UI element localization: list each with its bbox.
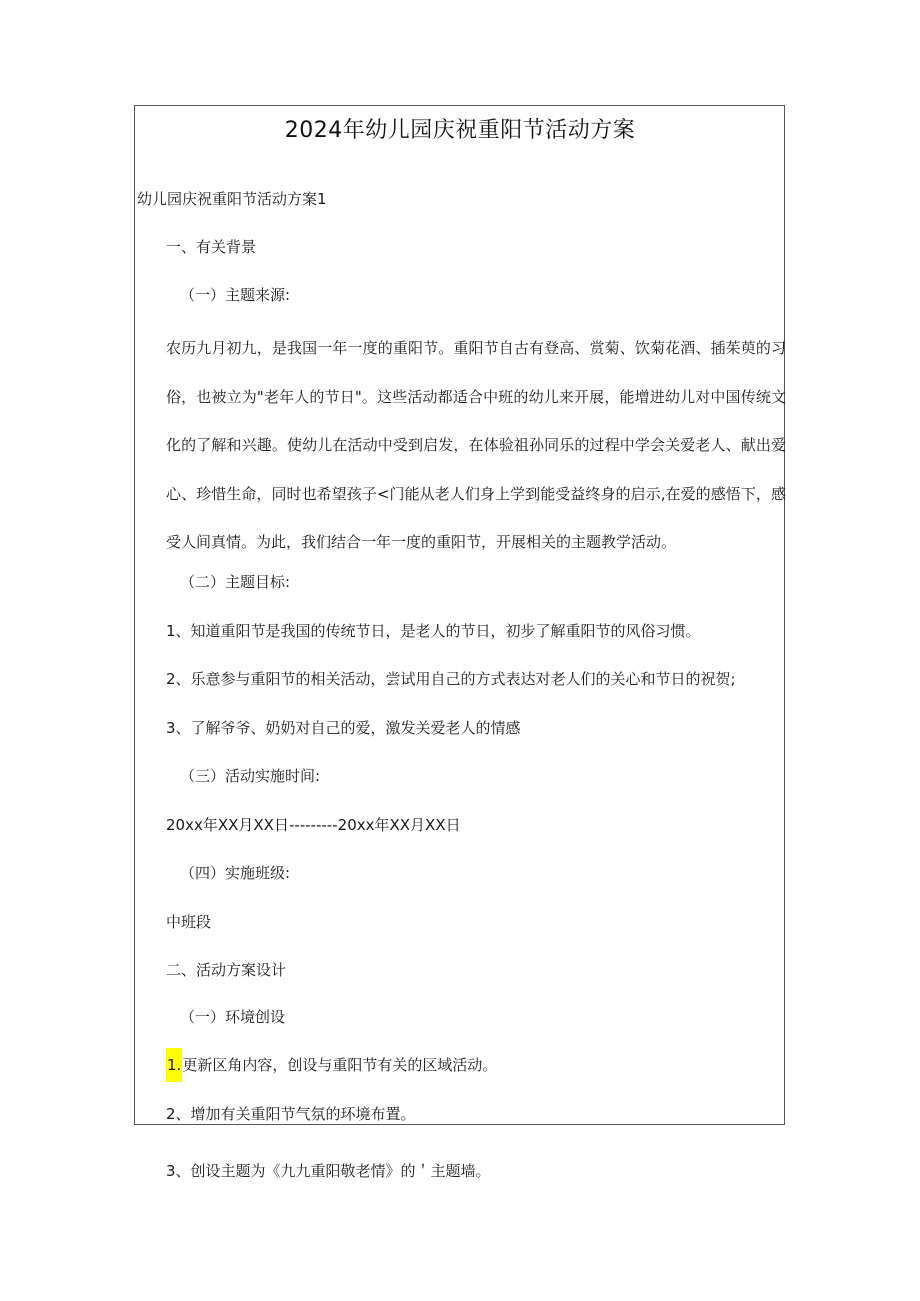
document-subtitle: 幼儿园庆祝重阳节活动方案1 [137, 190, 327, 208]
section-heading-background: 一、有关背景 [166, 238, 257, 256]
highlighted-number: 1. [166, 1048, 182, 1082]
subheading-implementation-time: （三）活动实施时间: [180, 767, 321, 785]
goal-item-3: 3、了解爷爷、奶奶对自己的爱，激发关爱老人的情感 [166, 719, 521, 737]
section-heading-design: 二、活动方案设计 [166, 961, 287, 979]
subheading-theme-source: （一）主题来源: [180, 286, 291, 304]
background-paragraph: 农历九月初九，是我国一年一度的重阳节。重阳节自古有登高、赏菊、饮菊花酒、插茱萸的习俗，也被立为"老年人的节日"。这些活动都适合中班的幼儿来开展，能增进幼儿对中国传统文化的了解和兴趣。使幼儿在活动中受到启发，在体验祖孙同乐的过程中学会关爱老人、献出爱心、珍惜生命，同时也希望孩子<门能从老人们身上学到能受益终身的启示,在爱的感悟下，感受人间真情。为此，我们结合一年一度的重阳节，开展相关的主题教学活动。 [166, 339, 786, 552]
subheading-environment: （一）环境创设 [180, 1008, 286, 1026]
environment-item-2: 2、增加有关重阳节气氛的环境布置。 [166, 1105, 416, 1123]
environment-item-1 [166, 1054, 497, 1075]
goal-item-2: 2、乐意参与重阳节的相关活动，尝试用自己的方式表达对老人们的关心和节日的祝贺; [166, 670, 736, 688]
class-name: 中班段 [166, 913, 212, 931]
subheading-theme-goals: （二）主题目标: [180, 573, 291, 591]
time-range: 20xx年XX月XX日---------20xx年XX月XX日 [166, 816, 461, 834]
page-title: 2024年幼儿园庆祝重阳节活动方案 [284, 118, 636, 143]
environment-item-3: 3、创设主题为《九九重阳敬老情》的＇主题墙。 [166, 1162, 491, 1180]
subheading-class: （四）实施班级: [180, 864, 291, 882]
goal-item-1: 1、知道重阳节是我国的传统节日，是老人的节日，初步了解重阳节的风俗习惯。 [166, 622, 701, 640]
environment-item-1-text: 更新区角内容，创设与重阳节有关的区域活动。 [182, 1056, 498, 1074]
